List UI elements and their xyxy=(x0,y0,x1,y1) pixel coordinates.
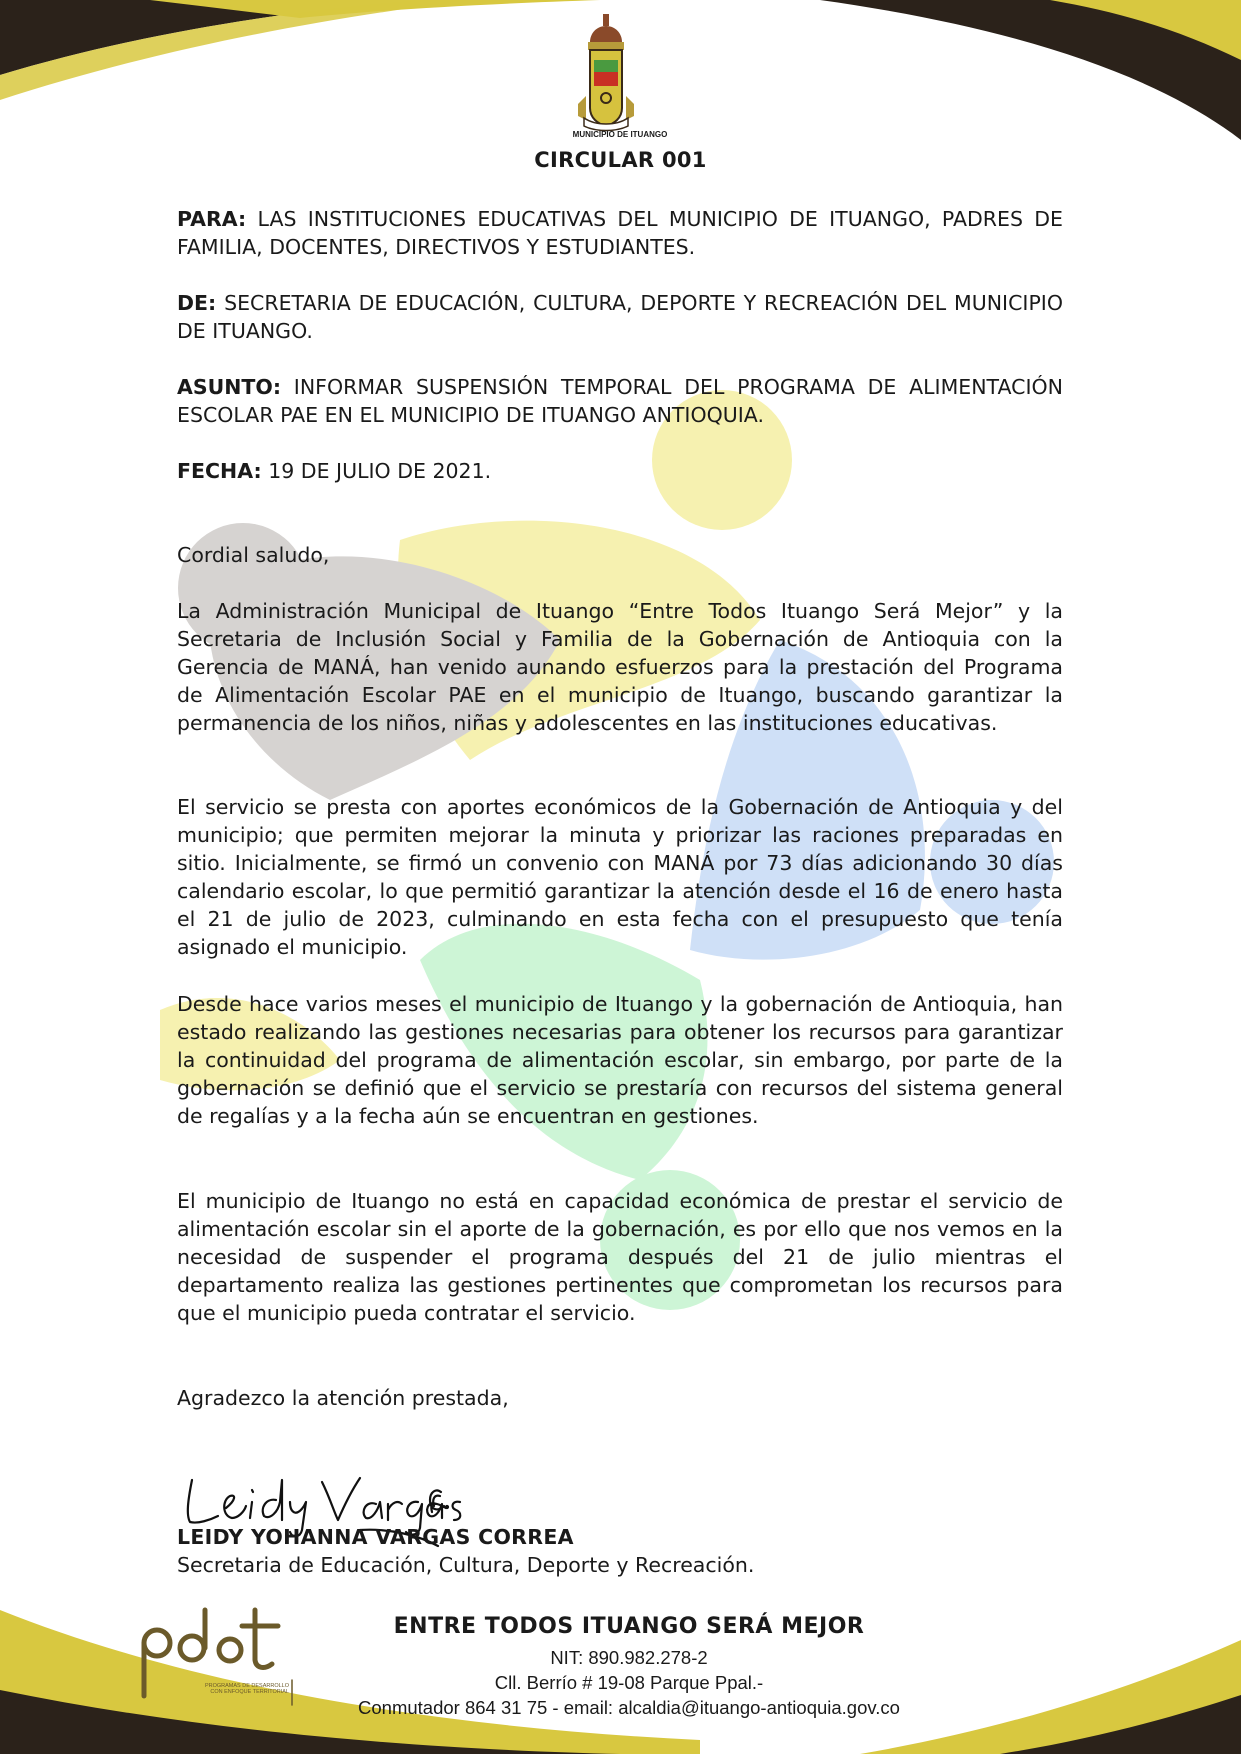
body-paragraph-4: El municipio de Ituango no está en capacidad económica de prestar el servicio de alimentación escolar sin el aporte de la gobernación, es por ello que nos vemos en la necesidad de suspender el programa después del 21 de julio mientras el departamento realiza las gestiones pertinentes que comprometan los recursos para que el municipio pueda contratar el servicio. xyxy=(177,1189,1063,1325)
footer-nit: NIT: 890.982.278-2 xyxy=(550,1647,708,1668)
de-label: DE: xyxy=(177,291,217,315)
municipal-crest-icon xyxy=(578,14,634,131)
de-text: SECRETARIA DE EDUCACIÓN, CULTURA, DEPORTE Y RECREACIÓN DEL MUNICIPIO DE ITUANGO. xyxy=(177,291,1063,343)
page-title: CIRCULAR 001 xyxy=(534,148,707,172)
footer-contact: Conmutador 864 31 75 - email: alcaldia@ituango-antioquia.gov.co xyxy=(358,1697,900,1718)
signer-name: LEIDY YOHANNA VARGAS CORREA xyxy=(177,1525,574,1549)
footer-slogan: ENTRE TODOS ITUANGO SERÁ MEJOR xyxy=(393,1614,865,1639)
memo-para xyxy=(177,205,1063,261)
para-label: PARA: xyxy=(177,207,247,231)
asunto-label: ASUNTO: xyxy=(177,375,282,399)
pdet-caption: PROGRAMAS DE DESARROLLO CON ENFOQUE TERRITORIAL xyxy=(204,1683,289,1695)
memo-fecha xyxy=(177,457,1063,485)
crest-caption: MUNICIPIO DE ITUANGO xyxy=(572,130,668,139)
body-paragraph-2: El servicio se presta con aportes económicos de la Gobernación de Antioquia y del municipio; que permiten mejorar la minuta y priorizar las raciones preparadas en sitio. Inicialmente, se firmó un convenio con MANÁ por 73 días adicionando 30 días calendario escolar, lo que permitió garantizar la atención desde el 16 de enero hasta el 21 de julio de 2023, culminando en esta fecha con el presupuesto que tenía asignado el municipio. xyxy=(177,795,1063,959)
memo-de xyxy=(177,289,1063,345)
footer-address: Cll. Berrío # 19-08 Parque Ppal.- xyxy=(494,1672,764,1693)
greeting: Cordial saludo, xyxy=(177,543,330,567)
signer-role: Secretaria de Educación, Cultura, Deporte y Recreación. xyxy=(177,1553,755,1577)
para-text: LAS INSTITUCIONES EDUCATIVAS DEL MUNICIPIO DE ITUANGO, PADRES DE FAMILIA, DOCENTES, DIRECTIVOS Y ESTUDIANTES. xyxy=(177,207,1063,259)
fecha-text: 19 DE JULIO DE 2021. xyxy=(268,459,492,483)
closing: Agradezco la atención prestada, xyxy=(177,1386,509,1410)
memo-asunto xyxy=(177,373,1063,429)
asunto-text: INFORMAR SUSPENSIÓN TEMPORAL DEL PROGRAMA DE ALIMENTACIÓN ESCOLAR PAE EN EL MUNICIPIO DE ITUANGO ANTIOQUIA. xyxy=(177,375,1063,427)
fecha-label: FECHA: xyxy=(177,459,262,483)
body-paragraph-3: Desde hace varios meses el municipio de Ituango y la gobernación de Antioquia, han estado realizando las gestiones necesarias para obtener los recursos para garantizar la continuidad del programa de alimentación escolar, sin embargo, por parte de la gobernación se definió que el servicio se prestaría con recursos del sistema general de regalías y a la fecha aún se encuentran en gestiones. xyxy=(177,992,1063,1128)
body-paragraph-1: La Administración Municipal de Ituango “Entre Todos Ituango Será Mejor” y la Secretaria de Inclusión Social y Familia de la Gobernación de Antioquia con la Gerencia de MANÁ, han venido aunando esfuerzos para la prestación del Programa de Alimentación Escolar PAE en el municipio de Ituango, buscando garantizar la permanencia de los niños, niñas y adolescentes en las instituciones educativas. xyxy=(177,599,1063,735)
